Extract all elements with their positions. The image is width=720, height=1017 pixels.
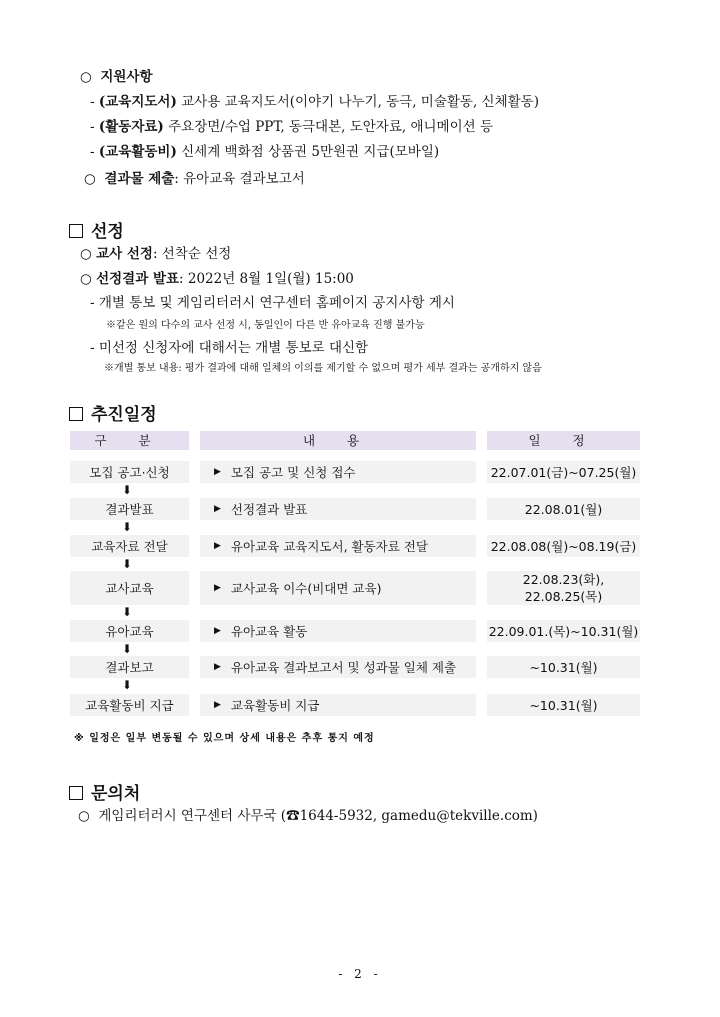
- schedule-row-2-category: 결과발표: [70, 498, 189, 520]
- schedule-row-5-content: ▶ 유아교육 활동: [200, 620, 476, 642]
- triangle-bullet-icon: ▶: [214, 700, 221, 710]
- down-arrow-icon: ⬇: [122, 520, 133, 534]
- down-arrow-icon: ⬇: [122, 678, 133, 692]
- selection-sub-2: - 미선정 신청자에 대해서는 개별 통보로 대신함: [90, 340, 369, 356]
- triangle-bullet-icon: ▶: [214, 662, 221, 672]
- schedule-row-3-date: 22.08.08(월)~08.19(금): [487, 535, 640, 557]
- schedule-row-5-category: 유아교육: [70, 620, 189, 642]
- circle-bullet: ○: [80, 246, 97, 262]
- selection-note-1: ※같은 원의 다수의 교사 선정 시, 동일인이 다른 반 유아교육 진행 불가능: [106, 320, 425, 331]
- down-arrow-icon: ⬇: [122, 605, 133, 619]
- circle-bullet: ○: [78, 808, 99, 824]
- selection-note-2: ※개별 통보 내용: 평가 결과에 대해 일체의 이의를 제기할 수 없으며 평가 세부 결과는 공개하지 않음: [104, 363, 542, 374]
- submission-line: ○ 결과물 제출: 유아교육 결과보고서: [84, 171, 305, 187]
- schedule-row-2-date: 22.08.01(월): [487, 498, 640, 520]
- contact-heading: 문의처: [69, 779, 140, 804]
- schedule-row-1-content: ▶ 모집 공고 및 신청 접수: [200, 461, 476, 483]
- support-item-3: - (교육활동비) 신세계 백화점 상품권 5만원권 지급(모바일): [90, 144, 440, 160]
- schedule-row-6-content: ▶ 유아교육 결과보고서 및 성과물 일체 제출: [200, 656, 476, 678]
- schedule-row-4-content: ▶ 교사교육 이수(비대면 교육): [200, 571, 476, 605]
- schedule-row-4-date: 22.08.23(화), 22.08.25(목): [487, 571, 640, 605]
- schedule-note: ※ 일정은 일부 변동될 수 있으며 상세 내용은 추후 통지 예정: [74, 733, 375, 744]
- square-bullet-icon: [69, 407, 83, 421]
- schedule-row-4-category: 교사교육: [70, 571, 189, 605]
- circle-bullet: ○: [80, 271, 97, 287]
- teacher-selection-line: ○ 교사 선정: 선착순 선정: [80, 246, 232, 262]
- selection-sub-1: - 개별 통보 및 게임리터러시 연구센터 홈페이지 공지사항 게시: [90, 295, 455, 311]
- schedule-row-6-category: 결과보고: [70, 656, 189, 678]
- schedule-header-date: 일 정: [487, 431, 640, 450]
- square-bullet-icon: [69, 224, 83, 238]
- triangle-bullet-icon: ▶: [214, 583, 221, 593]
- schedule-row-1-category: 모집 공고·신청: [70, 461, 189, 483]
- schedule-row-7-date: ~10.31(월): [487, 694, 640, 716]
- schedule-heading: 추진일정: [69, 400, 157, 425]
- down-arrow-icon: ⬇: [122, 557, 133, 571]
- triangle-bullet-icon: ▶: [214, 541, 221, 551]
- result-announce-line: ○ 선정결과 발표: 2022년 8월 1일(월) 15:00: [80, 271, 354, 287]
- schedule-header-content: 내 용: [200, 431, 476, 450]
- square-bullet-icon: [69, 786, 83, 800]
- down-arrow-icon: ⬇: [122, 642, 133, 656]
- schedule-row-5-date: 22.09.01.(목)~10.31(월): [487, 620, 640, 642]
- down-arrow-icon: ⬇: [122, 483, 133, 497]
- schedule-row-3-category: 교육자료 전달: [70, 535, 189, 557]
- schedule-row-6-date: ~10.31(월): [487, 656, 640, 678]
- triangle-bullet-icon: ▶: [214, 467, 221, 477]
- triangle-bullet-icon: ▶: [214, 626, 221, 636]
- phone-icon: ☎: [286, 808, 300, 824]
- selection-heading: 선정: [69, 217, 124, 242]
- support-item-2: - (활동자료) 주요장면/수업 PPT, 동극대본, 도안자료, 애니메이션 등: [90, 119, 493, 135]
- schedule-row-7-category: 교육활동비 지급: [70, 694, 189, 716]
- page-number: - 2 -: [338, 967, 382, 981]
- schedule-row-3-content: ▶ 유아교육 교육지도서, 활동자료 전달: [200, 535, 476, 557]
- support-title: ○ 지원사항: [80, 69, 153, 85]
- triangle-bullet-icon: ▶: [214, 504, 221, 514]
- circle-bullet: ○: [80, 69, 101, 85]
- schedule-row-1-date: 22.07.01(금)~07.25(월): [487, 461, 640, 483]
- schedule-row-2-content: ▶ 선정결과 발표: [200, 498, 476, 520]
- schedule-header-category: 구 분: [70, 431, 189, 450]
- circle-bullet: ○: [84, 171, 105, 187]
- support-item-1: - (교육지도서) 교사용 교육지도서(이야기 나누기, 동극, 미술활동, 신체활동): [90, 94, 539, 110]
- schedule-row-7-content: ▶ 교육활동비 지급: [200, 694, 476, 716]
- contact-line: ○ 게임리터러시 연구센터 사무국 (☎1644-5932, gamedu@tekville.com): [78, 808, 538, 824]
